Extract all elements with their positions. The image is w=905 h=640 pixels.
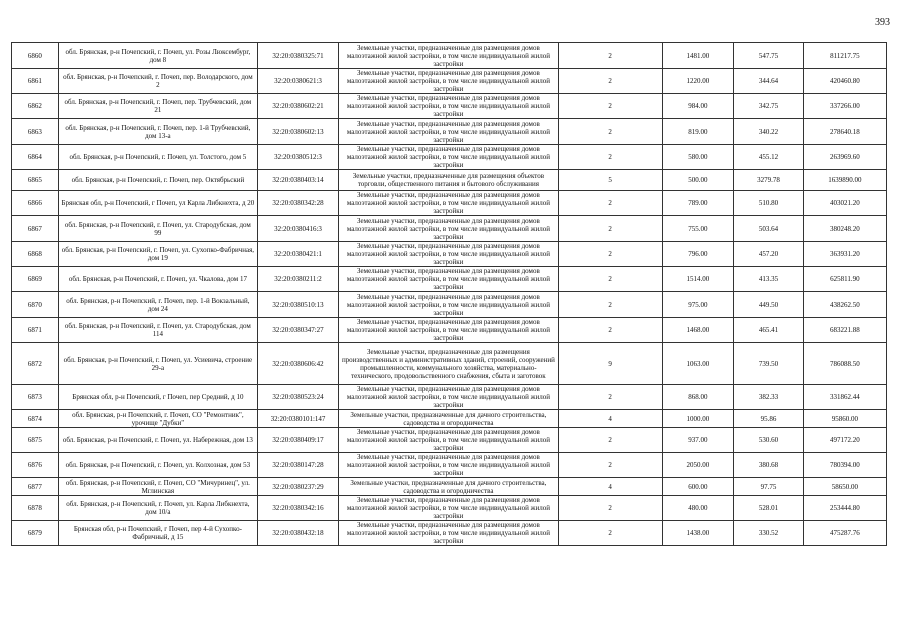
cell-cadastral-value: 420460.80 (803, 69, 886, 94)
cell-cadastral-number: 32:20:0380416:3 (258, 216, 339, 242)
cell-specific-value: 342.75 (734, 94, 803, 119)
cell-specific-value: 340.22 (734, 119, 803, 145)
cell-use-group: 2 (558, 496, 662, 521)
cell-address: обл. Брянская, р-н Почепский, г. Почеп, ул. Набережная, дом 13 (58, 428, 257, 453)
cell-cadastral-number: 32:20:0380432:18 (258, 521, 339, 546)
cell-cadastral-value: 786088.50 (803, 343, 886, 385)
cell-cadastral-number: 32:20:0380409:17 (258, 428, 339, 453)
cell-row-number: 6875 (12, 428, 59, 453)
table-body (12, 43, 887, 546)
cell-row-number: 6869 (12, 267, 59, 292)
cell-row-number: 6860 (12, 43, 59, 69)
cell-area: 868.00 (662, 385, 734, 410)
cell-specific-value: 510.80 (734, 191, 803, 216)
table-row (12, 43, 887, 69)
cell-specific-value: 547.75 (734, 43, 803, 69)
cell-use-group: 5 (558, 170, 662, 191)
table-row (12, 343, 887, 385)
cell-cadastral-number: 32:20:0380403:14 (258, 170, 339, 191)
cell-permitted-use: Земельные участки, предназначенные для размещения домов малоэтажной жилой застройки, в том числе индивидуальной жилой застройки (338, 428, 558, 453)
cell-area: 1220.00 (662, 69, 734, 94)
cell-address: Брянская обл, р-н Почепский, г Почеп, ул Карла Либкнехта, д 20 (58, 191, 257, 216)
cell-cadastral-value: 438262.50 (803, 292, 886, 318)
cell-specific-value: 330.52 (734, 521, 803, 546)
cell-use-group: 2 (558, 428, 662, 453)
table-row (12, 119, 887, 145)
cell-permitted-use: Земельные участки, предназначенные для размещения домов малоэтажной жилой застройки, в том числе индивидуальной жилой застройки (338, 521, 558, 546)
cell-cadastral-value: 380248.20 (803, 216, 886, 242)
cell-specific-value: 344.64 (734, 69, 803, 94)
cell-area: 1063.00 (662, 343, 734, 385)
cell-specific-value: 382.33 (734, 385, 803, 410)
cell-area: 480.00 (662, 496, 734, 521)
table-row (12, 170, 887, 191)
cell-address: обл. Брянская, р-н Почепский, г. Почеп, ул. Стародубская, дом 114 (58, 318, 257, 343)
cell-permitted-use: Земельные участки, предназначенные для размещения объектов торговли, общественного питания и бытового обслуживания (338, 170, 558, 191)
table-row (12, 242, 887, 267)
cell-permitted-use: Земельные участки, предназначенные для размещения домов малоэтажной жилой застройки, в том числе индивидуальной жилой застройки (338, 496, 558, 521)
table-row (12, 318, 887, 343)
cell-area: 1438.00 (662, 521, 734, 546)
cell-use-group: 2 (558, 318, 662, 343)
table-row (12, 428, 887, 453)
cell-area: 1514.00 (662, 267, 734, 292)
cell-specific-value: 95.86 (734, 410, 803, 428)
cell-area: 975.00 (662, 292, 734, 318)
cell-permitted-use: Земельные участки, предназначенные для размещения производственных и административных зданий, строений, сооружений промышленности, коммунального хозяйства, материально-технического, продовольственного снабжения, сбыта и заготовок (338, 343, 558, 385)
cell-area: 796.00 (662, 242, 734, 267)
cell-row-number: 6861 (12, 69, 59, 94)
cell-permitted-use: Земельные участки, предназначенные для размещения домов малоэтажной жилой застройки, в том числе индивидуальной жилой застройки (338, 267, 558, 292)
cell-permitted-use: Земельные участки, предназначенные для размещения домов малоэтажной жилой застройки, в том числе индивидуальной жилой застройки (338, 242, 558, 267)
cell-use-group: 2 (558, 69, 662, 94)
cell-row-number: 6864 (12, 145, 59, 170)
cell-cadastral-number: 32:20:0380342:28 (258, 191, 339, 216)
cell-use-group: 4 (558, 478, 662, 496)
cell-permitted-use: Земельные участки, предназначенные для размещения домов малоэтажной жилой застройки, в том числе индивидуальной жилой застройки (338, 292, 558, 318)
cell-specific-value: 457.20 (734, 242, 803, 267)
cell-address: обл. Брянская, р-н Почепский, г. Почеп, ул. Сухопко-Фабричная, дом 19 (58, 242, 257, 267)
cell-cadastral-number: 32:20:0380621:3 (258, 69, 339, 94)
table-row (12, 385, 887, 410)
cell-specific-value: 465.41 (734, 318, 803, 343)
cell-address: обл. Брянская, р-н Почепский, г. Почеп, пер. Трубчевский, дом 21 (58, 94, 257, 119)
land-registry-table (11, 42, 887, 546)
cell-address: обл. Брянская, р-н Почепский, г. Почеп, пер. Володарского, дом 2 (58, 69, 257, 94)
cell-row-number: 6870 (12, 292, 59, 318)
cell-row-number: 6867 (12, 216, 59, 242)
cell-cadastral-value: 331862.44 (803, 385, 886, 410)
table-row (12, 145, 887, 170)
cell-cadastral-value: 497172.20 (803, 428, 886, 453)
cell-use-group: 4 (558, 410, 662, 428)
cell-address: Брянская обл, р-н Почепский, г Почеп, пер Средний, д 10 (58, 385, 257, 410)
table-row (12, 216, 887, 242)
cell-specific-value: 380.68 (734, 453, 803, 478)
cell-use-group: 2 (558, 94, 662, 119)
cell-cadastral-number: 32:20:0380101:147 (258, 410, 339, 428)
cell-cadastral-value: 95860.00 (803, 410, 886, 428)
cell-row-number: 6874 (12, 410, 59, 428)
cell-address: обл. Брянская, р-н Почепский, г. Почеп, пер. 1-й Вокзальный, дом 24 (58, 292, 257, 318)
cell-address: обл. Брянская, р-н Почепский, г. Почеп, ул. Колхозная, дом 53 (58, 453, 257, 478)
cell-row-number: 6862 (12, 94, 59, 119)
cell-specific-value: 3279.78 (734, 170, 803, 191)
cell-use-group: 2 (558, 216, 662, 242)
cell-cadastral-number: 32:20:0380510:13 (258, 292, 339, 318)
cell-permitted-use: Земельные участки, предназначенные для размещения домов малоэтажной жилой застройки, в том числе индивидуальной жилой застройки (338, 69, 558, 94)
table-row (12, 191, 887, 216)
cell-cadastral-value: 403021.20 (803, 191, 886, 216)
cell-cadastral-number: 32:20:0380523:24 (258, 385, 339, 410)
cell-permitted-use: Земельные участки, предназначенные для размещения домов малоэтажной жилой застройки, в том числе индивидуальной жилой застройки (338, 119, 558, 145)
cell-specific-value: 455.12 (734, 145, 803, 170)
cell-row-number: 6871 (12, 318, 59, 343)
cell-area: 1000.00 (662, 410, 734, 428)
cell-cadastral-value: 475287.76 (803, 521, 886, 546)
cell-cadastral-number: 32:20:0380602:21 (258, 94, 339, 119)
cell-specific-value: 528.01 (734, 496, 803, 521)
cell-specific-value: 739.50 (734, 343, 803, 385)
table-row (12, 453, 887, 478)
cell-address: обл. Брянская, р-н Почепский, г. Почеп, СО "Мичуринец", ул. Мглинская (58, 478, 257, 496)
cell-permitted-use: Земельные участки, предназначенные для размещения домов малоэтажной жилой застройки, в том числе индивидуальной жилой застройки (338, 318, 558, 343)
cell-specific-value: 449.50 (734, 292, 803, 318)
cell-cadastral-value: 337266.00 (803, 94, 886, 119)
cell-use-group: 9 (558, 343, 662, 385)
cell-row-number: 6868 (12, 242, 59, 267)
cell-row-number: 6865 (12, 170, 59, 191)
cell-cadastral-number: 32:20:0380342:16 (258, 496, 339, 521)
cell-area: 789.00 (662, 191, 734, 216)
cell-cadastral-number: 32:20:0380211:2 (258, 267, 339, 292)
cell-area: 580.00 (662, 145, 734, 170)
cell-permitted-use: Земельные участки, предназначенные для дачного строительства, садоводства и огородничества (338, 478, 558, 496)
cell-use-group: 2 (558, 242, 662, 267)
cell-specific-value: 97.75 (734, 478, 803, 496)
cell-address: обл. Брянская, р-н Почепский, г. Почеп, СО "Ремонтник", урочище "Дубки" (58, 410, 257, 428)
table-row (12, 496, 887, 521)
cell-address: обл. Брянская, р-н Почепский, г. Почеп, ул. Розы Люксембург, дом 8 (58, 43, 257, 69)
cell-cadastral-value: 263969.60 (803, 145, 886, 170)
cell-address: обл. Брянская, р-н Почепский, г. Почеп, пер. Октябрьский (58, 170, 257, 191)
cell-permitted-use: Земельные участки, предназначенные для дачного строительства, садоводства и огородничества (338, 410, 558, 428)
cell-row-number: 6876 (12, 453, 59, 478)
cell-row-number: 6866 (12, 191, 59, 216)
table-row (12, 292, 887, 318)
cell-cadastral-value: 278640.18 (803, 119, 886, 145)
cell-cadastral-value: 253444.80 (803, 496, 886, 521)
cell-cadastral-number: 32:20:0380325:71 (258, 43, 339, 69)
table-row (12, 478, 887, 496)
cell-permitted-use: Земельные участки, предназначенные для размещения домов малоэтажной жилой застройки, в том числе индивидуальной жилой застройки (338, 453, 558, 478)
cell-area: 984.00 (662, 94, 734, 119)
cell-use-group: 2 (558, 43, 662, 69)
cell-address: обл. Брянская, р-н Почепский, г. Почеп, ул. Стародубская, дом 99 (58, 216, 257, 242)
cell-area: 1468.00 (662, 318, 734, 343)
table-row (12, 69, 887, 94)
page-number: 393 (875, 17, 890, 28)
cell-cadastral-value: 811217.75 (803, 43, 886, 69)
cell-area: 755.00 (662, 216, 734, 242)
cell-specific-value: 503.64 (734, 216, 803, 242)
cell-use-group: 2 (558, 119, 662, 145)
cell-cadastral-value: 363931.20 (803, 242, 886, 267)
cell-cadastral-number: 32:20:0380347:27 (258, 318, 339, 343)
cell-row-number: 6873 (12, 385, 59, 410)
cell-area: 500.00 (662, 170, 734, 191)
table-row (12, 94, 887, 119)
cell-specific-value: 530.60 (734, 428, 803, 453)
cell-specific-value: 413.35 (734, 267, 803, 292)
cell-address: обл. Брянская, р-н Почепский, г. Почеп, ул. Чкалова, дом 17 (58, 267, 257, 292)
cell-cadastral-value: 625811.90 (803, 267, 886, 292)
cell-cadastral-value: 58650.00 (803, 478, 886, 496)
cell-use-group: 2 (558, 145, 662, 170)
cell-row-number: 6879 (12, 521, 59, 546)
table-row (12, 410, 887, 428)
cell-use-group: 2 (558, 267, 662, 292)
cell-address: Брянская обл, р-н Почепский, г Почеп, пер 4-й Сухопко-Фабричный, д 15 (58, 521, 257, 546)
cell-address: обл. Брянская, р-н Почепский, г. Почеп, ул. Усиевича, строение 29-а (58, 343, 257, 385)
cell-row-number: 6877 (12, 478, 59, 496)
cell-address: обл. Брянская, р-н Почепский, г. Почеп, ул. Толстого, дом 5 (58, 145, 257, 170)
cell-cadastral-number: 32:20:0380602:13 (258, 119, 339, 145)
cell-address: обл. Брянская, р-н Почепский, г. Почеп, пер. 1-й Трубчевский, дом 13-а (58, 119, 257, 145)
cell-area: 937.00 (662, 428, 734, 453)
cell-cadastral-number: 32:20:0380237:29 (258, 478, 339, 496)
cell-use-group: 2 (558, 191, 662, 216)
cell-row-number: 6872 (12, 343, 59, 385)
cell-cadastral-value: 1639890.00 (803, 170, 886, 191)
cell-row-number: 6863 (12, 119, 59, 145)
cell-use-group: 2 (558, 453, 662, 478)
cell-permitted-use: Земельные участки, предназначенные для размещения домов малоэтажной жилой застройки, в том числе индивидуальной жилой застройки (338, 94, 558, 119)
cell-permitted-use: Земельные участки, предназначенные для размещения домов малоэтажной жилой застройки, в том числе индивидуальной жилой застройки (338, 216, 558, 242)
cell-use-group: 2 (558, 292, 662, 318)
cell-area: 1481.00 (662, 43, 734, 69)
table-row (12, 521, 887, 546)
table-row (12, 267, 887, 292)
cell-cadastral-number: 32:20:0380147:28 (258, 453, 339, 478)
cell-permitted-use: Земельные участки, предназначенные для размещения домов малоэтажной жилой застройки, в том числе индивидуальной жилой застройки (338, 191, 558, 216)
cell-use-group: 2 (558, 385, 662, 410)
cell-area: 2050.00 (662, 453, 734, 478)
cell-area: 600.00 (662, 478, 734, 496)
cell-permitted-use: Земельные участки, предназначенные для размещения домов малоэтажной жилой застройки, в том числе индивидуальной жилой застройки (338, 43, 558, 69)
cell-cadastral-number: 32:20:0380606:42 (258, 343, 339, 385)
cell-permitted-use: Земельные участки, предназначенные для размещения домов малоэтажной жилой застройки, в том числе индивидуальной жилой застройки (338, 385, 558, 410)
cell-row-number: 6878 (12, 496, 59, 521)
cell-permitted-use: Земельные участки, предназначенные для размещения домов малоэтажной жилой застройки, в том числе индивидуальной жилой застройки (338, 145, 558, 170)
cell-address: обл. Брянская, р-н Почепский, г. Почеп, ул. Карла Либкнехта, дом 10/а (58, 496, 257, 521)
cell-cadastral-value: 780394.00 (803, 453, 886, 478)
cell-use-group: 2 (558, 521, 662, 546)
cell-area: 819.00 (662, 119, 734, 145)
cell-cadastral-number: 32:20:0380512:3 (258, 145, 339, 170)
cell-cadastral-number: 32:20:0380421:1 (258, 242, 339, 267)
cell-cadastral-value: 683221.88 (803, 318, 886, 343)
